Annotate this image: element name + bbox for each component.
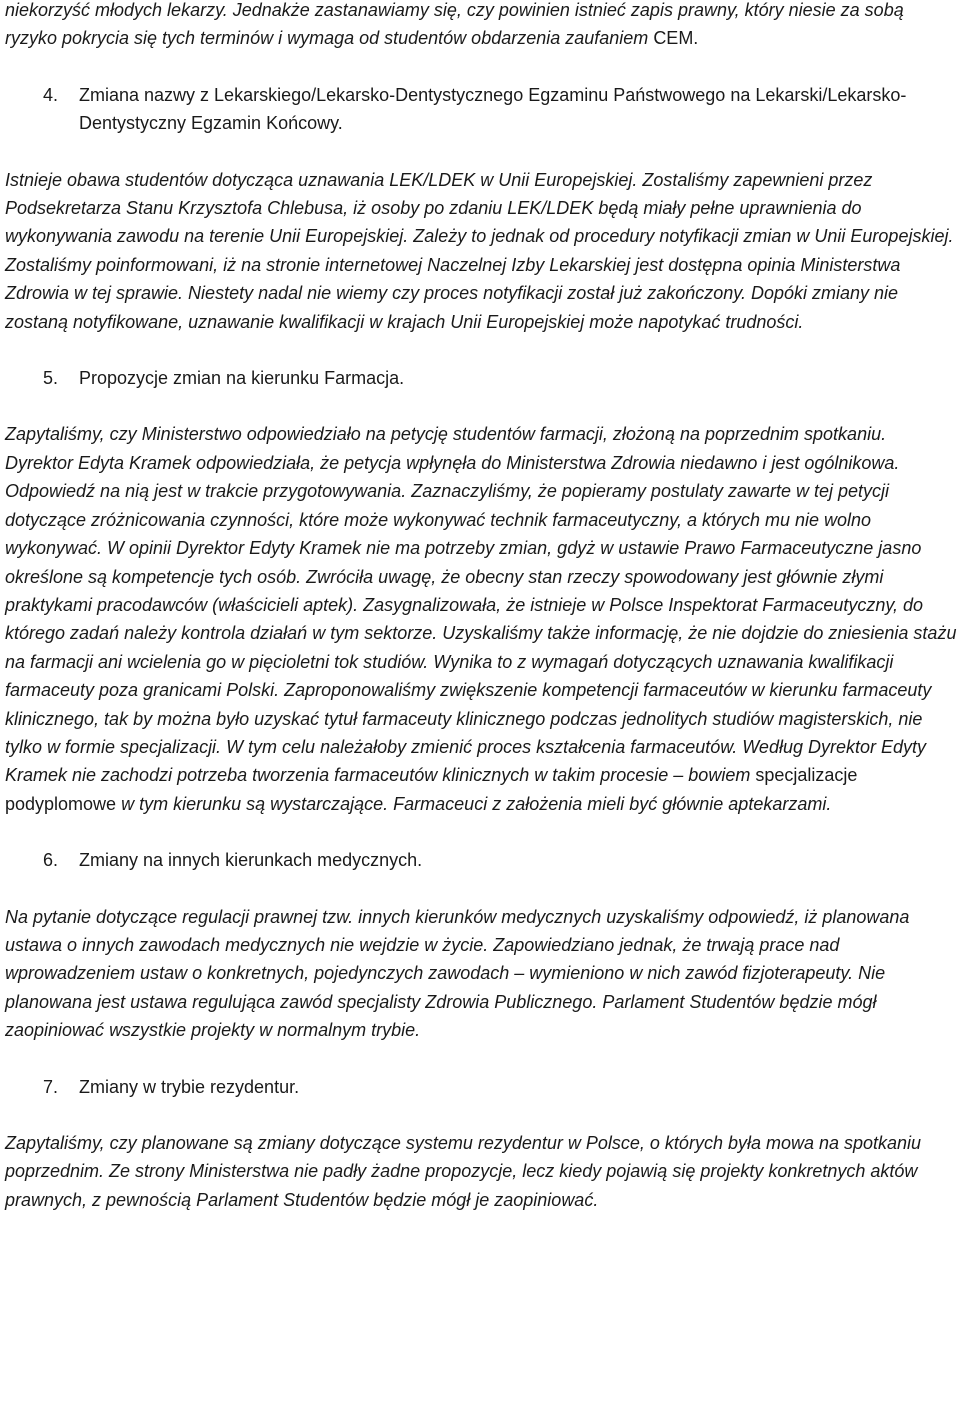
intro-text-1: niekorzyść młodych lekarzy. xyxy=(5,0,228,20)
section-7-body: Zapytaliśmy, czy planowane są zmiany dotyczące systemu rezydentur w Polsce, o których była mowa na spotkaniu poprzednim. Ze strony Ministerstwa nie padły żadne propozycje, lecz kiedy pojawią się projekty konkretnych aktów prawnych, z pewnością Parlament Studentów będzie mógł je zaopiniować. xyxy=(5,1133,922,1210)
section-4-body: Istnieje obawa studentów dotycząca uznawania LEK/LDEK w Unii Europejskiej. Zostaliśmy zapewnieni przez Podsekretarza Stanu Krzysztofa Chlebusa, iż osoby po zdaniu LEK/LDEK będą miały pełne uprawnienia do wykonywania zawodu na terenie Unii Europejskiej. Zależy to jednak od procedury notyfikacji zmian w Unii Europejskiej. Zostaliśmy poinformowani, iż na stronie internetowej Naczelnej Izby Lekarskiej jest dostępna opinia Ministerstwa Zdrowia w tej sprawie. Niestety nadal nie wiemy czy proces notyfikacji został już zakończony. Dopóki zmiany nie zostaną notyfikowane, uznawanie kwalifikacji w krajach Unii Europejskiej może napotykać trudności. xyxy=(5,169,954,332)
section-title: Zmiany na innych kierunkach medycznych. xyxy=(79,850,423,871)
section-number: 4. xyxy=(43,84,59,105)
intro-text-3: CEM. xyxy=(653,28,699,49)
section-7-heading xyxy=(5,1073,958,1101)
section-6-body: Na pytanie dotyczące regulacji prawnej tzw. innych kierunków medycznych uzyskaliśmy odpowiedź, iż planowana ustawa o innych zawodach medycznych nie wejdzie w życie. Zapowiedziano jednak, że trwają prace nad wprowadzeniem ustaw o konkretnych, pojedynczych zawodach – wymieniono w nich zawód fizjoterapeuty. Nie planowana jest ustawa regulująca zawód specjalisty Zdrowia Publicznego. Parlament Studentów będzie mógł zaopiniować wszystkie projekty w normalnym trybie. xyxy=(5,906,910,1041)
section-5-body-part-a: Zapytaliśmy, czy Ministerstwo odpowiedziało na petycję studentów farmacji, złożoną na poprzednim spotkaniu. Dyrektor Edyta Kramek odpowiedziała, że petycja wpłynęła do Ministerstwa Zdrowia niedawno i jest ogólnikowa. Odpowiedź na nią jest w trakcie przygotowywania. Zaznaczyliśmy, że popieramy postulaty zawarte w tej petycji dotyczące zróżnicowania czynności, które może wykonywać technik farmaceutyczny, a których mu nie wolno wykonywać. W opinii Dyrektor Edyty Kramek nie ma potrzeby zmian, gdyż w ustawie Prawo Farmaceutyczne jasno określone są kompetencje tych osób. Zwróciła uwagę, że obecny stan rzeczy spowodowany jest głównie złymi praktykami pracodawców (właścicieli aptek). Zasygnalizowała, że istnieje w Polsce Inspektorat Farmaceutyczny, do którego zadań należy kontrola działań w tym sektorze. Uzyskaliśmy także informację, że nie dojdzie do zniesienia stażu na farmacji ani wcielenia go w pięcioletni tok studiów. Wynika to z wymagań dotyczących uznawania kwalifikacji farmaceuty poza granicami Polski. Zaproponowaliśmy zwiększenie kompetencji farmaceutów w kierunku farmaceuty klinicznego, tak by można było uzyskać tytuł farmaceuty klinicznego podczas jednolitych studiów magisterskich, nie tylko w formie specjalizacji. W tym celu należałoby zmienić proces kształcenia farmaceutów. Według Dyrektor Edyty Kramek nie zachodzi potrzeba tworzenia farmaceutów klinicznych w takim procesie – bowiem xyxy=(5,424,957,786)
section-title: Zmiana nazwy z Lekarskiego/Lekarsko-Dentystycznego Egzaminu Państwowego na Lekarski/Lekarsko-Dentystyczny Egzamin Końcowy. xyxy=(79,84,907,134)
section-number: 7. xyxy=(43,1076,59,1097)
section-title: Propozycje zmian na kierunku Farmacja. xyxy=(79,368,405,389)
intro-text-2: Jednakże zastanawiamy się, czy powinien istnieć zapis prawny, który niesie za sobą ryzyko pokrycia się tych terminów i wymaga od studentów obdarzenia zaufaniem xyxy=(5,0,904,49)
section-5-body xyxy=(5,420,958,818)
section-number: 5. xyxy=(43,368,59,389)
section-6-heading xyxy=(5,846,958,874)
section-5-body-part-c: w tym kierunku są wystarczające. Farmaceuci z założenia mieli być głównie aptekarzami. xyxy=(116,793,832,814)
section-4-heading xyxy=(5,81,958,138)
intro-paragraph xyxy=(5,0,958,53)
section-5-body-part-b: specjalizacje podyplomowe xyxy=(5,765,858,814)
document-page xyxy=(5,0,958,1242)
section-title: Zmiany w trybie rezydentur. xyxy=(79,1076,300,1097)
section-number: 6. xyxy=(43,850,59,871)
section-5-heading xyxy=(5,364,958,392)
